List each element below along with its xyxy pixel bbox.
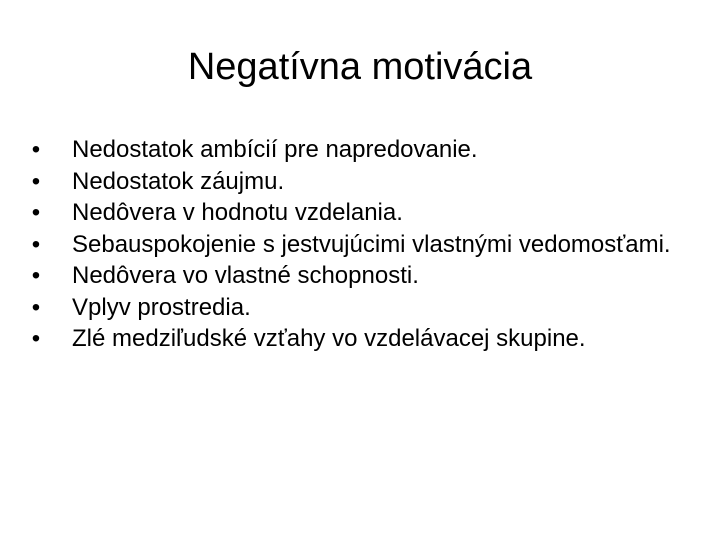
bullet-text: Nedostatok ambícií pre napredovanie. [72,136,478,163]
bullet-item [30,323,690,355]
bullet-text: Sebauspokojenie s jestvujúcimi vlastnými vedomosťami. [72,230,671,258]
bullet-item [30,197,690,229]
bullet-marker: • [31,167,41,195]
bullet-text: Nedôvera v hodnotu vzdelania. [72,199,403,226]
bullet-text: Nedôvera vo vlastné schopnosti. [72,262,419,289]
bullet-item [30,229,690,261]
bullet-text: Vplyv prostredia. [72,293,251,321]
bullet-marker: • [31,293,41,321]
bullet-marker: • [31,199,41,226]
bullet-marker: • [31,230,41,258]
bullet-marker: • [31,262,41,289]
bullet-marker: • [31,136,41,163]
bullet-item [30,166,690,198]
bullet-text: Nedostatok záujmu. [72,167,285,195]
bullet-text: Zlé medziľudské vzťahy vo vzdelávacej skupine. [72,325,586,352]
bullet-item [30,260,690,292]
bullet-item [30,134,690,166]
bullet-marker: • [31,325,41,352]
bullet-item [30,292,690,324]
slide-title: Negatívna motivácia [187,46,533,88]
bullet-list [30,134,690,355]
